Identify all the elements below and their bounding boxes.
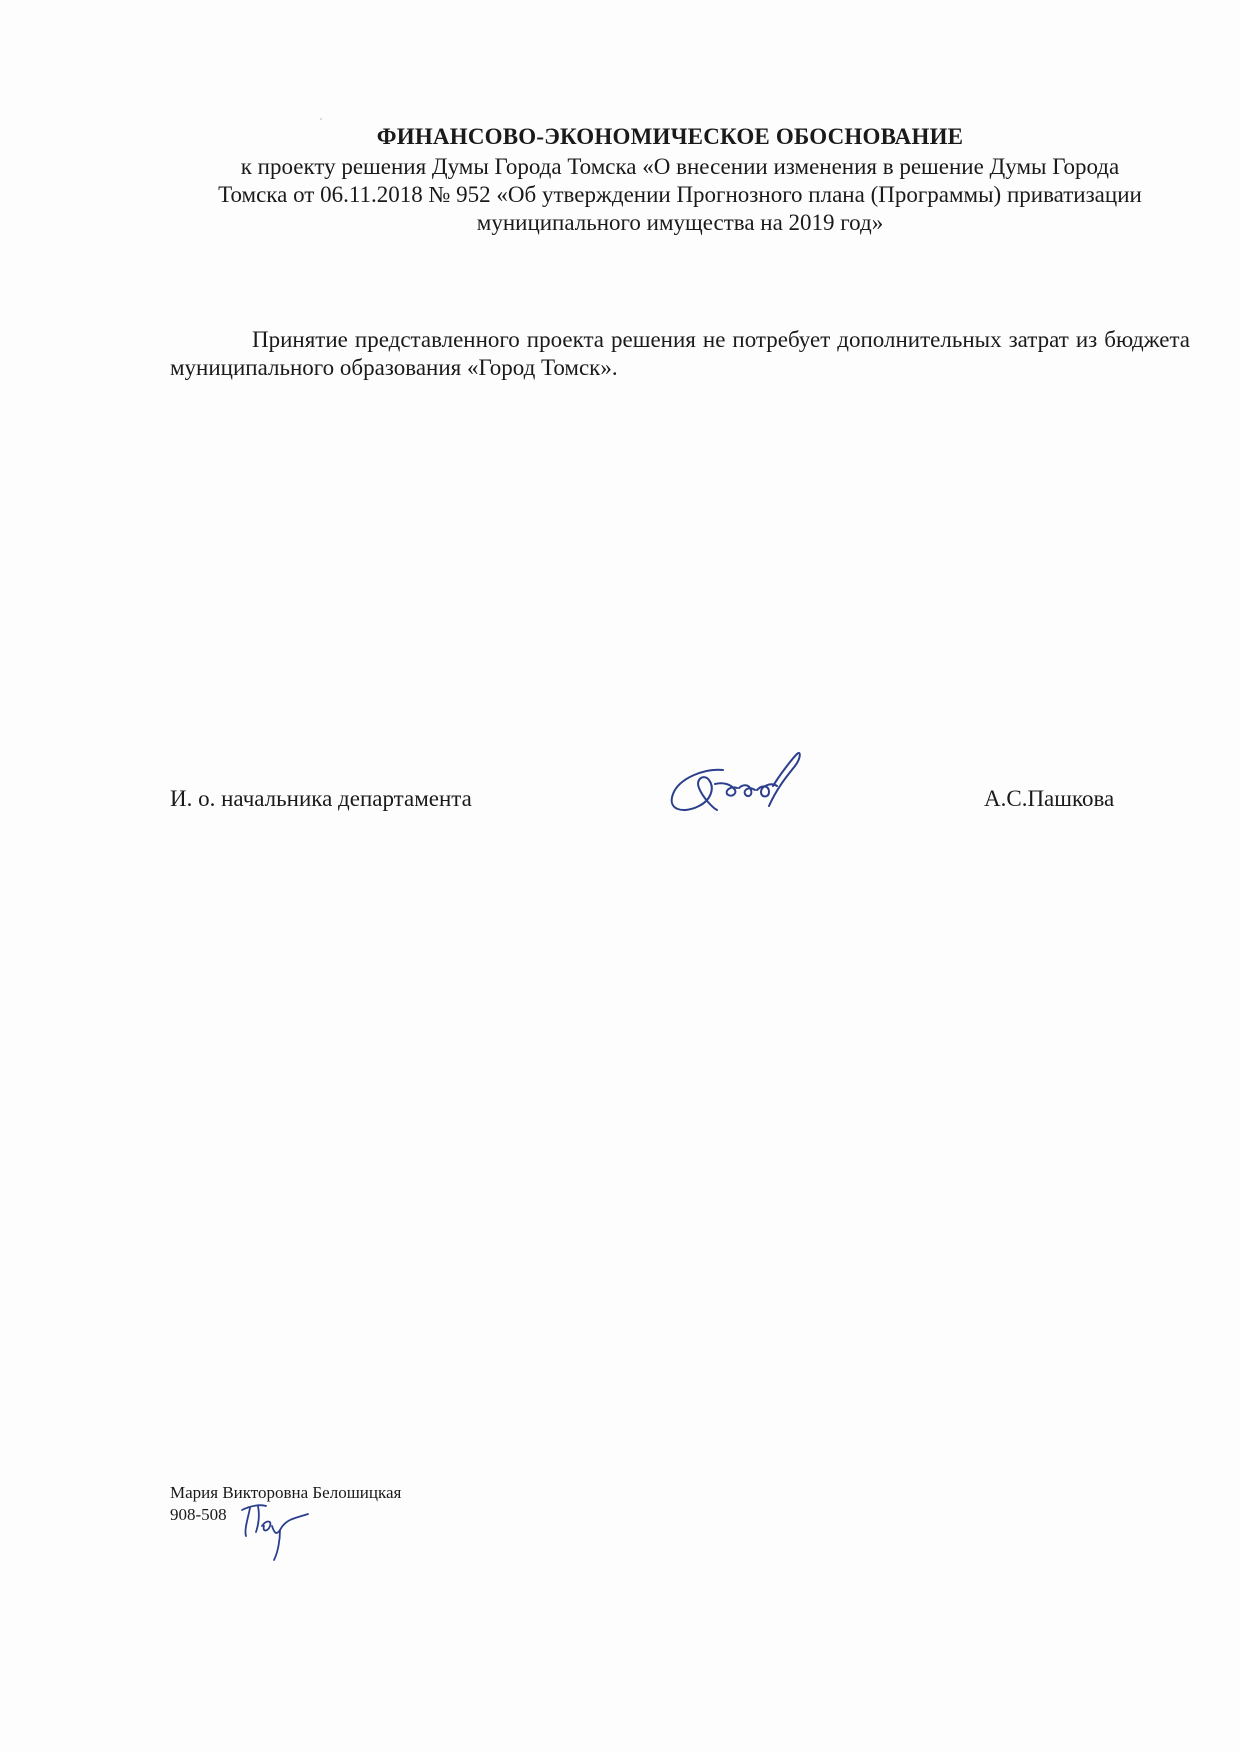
executor-phone: 908-508 — [170, 1505, 227, 1524]
scan-artifact — [320, 118, 322, 120]
signatory-name: А.С.Пашкова — [984, 786, 1115, 811]
handwritten-signature-icon — [665, 748, 825, 828]
subtitle-line: Томска от 06.11.2018 № 952 «Об утверждении Прогнозного плана (Программы) приватизации — [218, 182, 1142, 207]
handwritten-initials-icon — [236, 1500, 312, 1570]
executor-name: Мария Викторовна Белошицкая — [170, 1483, 402, 1502]
subtitle-line: к проекту решения Думы Города Томска «О внесении изменения в решение Думы Города — [240, 154, 1120, 179]
body-paragraph: Принятие представленного проекта решения не потребует дополнительных затрат из бюджета муниципального образования «Город Томск». — [170, 327, 1190, 380]
document-title: ФИНАНСОВО-ЭКОНОМИЧЕСКОЕ ОБОСНОВАНИЕ — [376, 124, 964, 149]
subtitle-line: муниципального имущества на 2019 год» — [476, 210, 884, 235]
signatory-position: И. о. начальника департамента — [170, 786, 472, 811]
document-subtitle — [170, 153, 1190, 237]
